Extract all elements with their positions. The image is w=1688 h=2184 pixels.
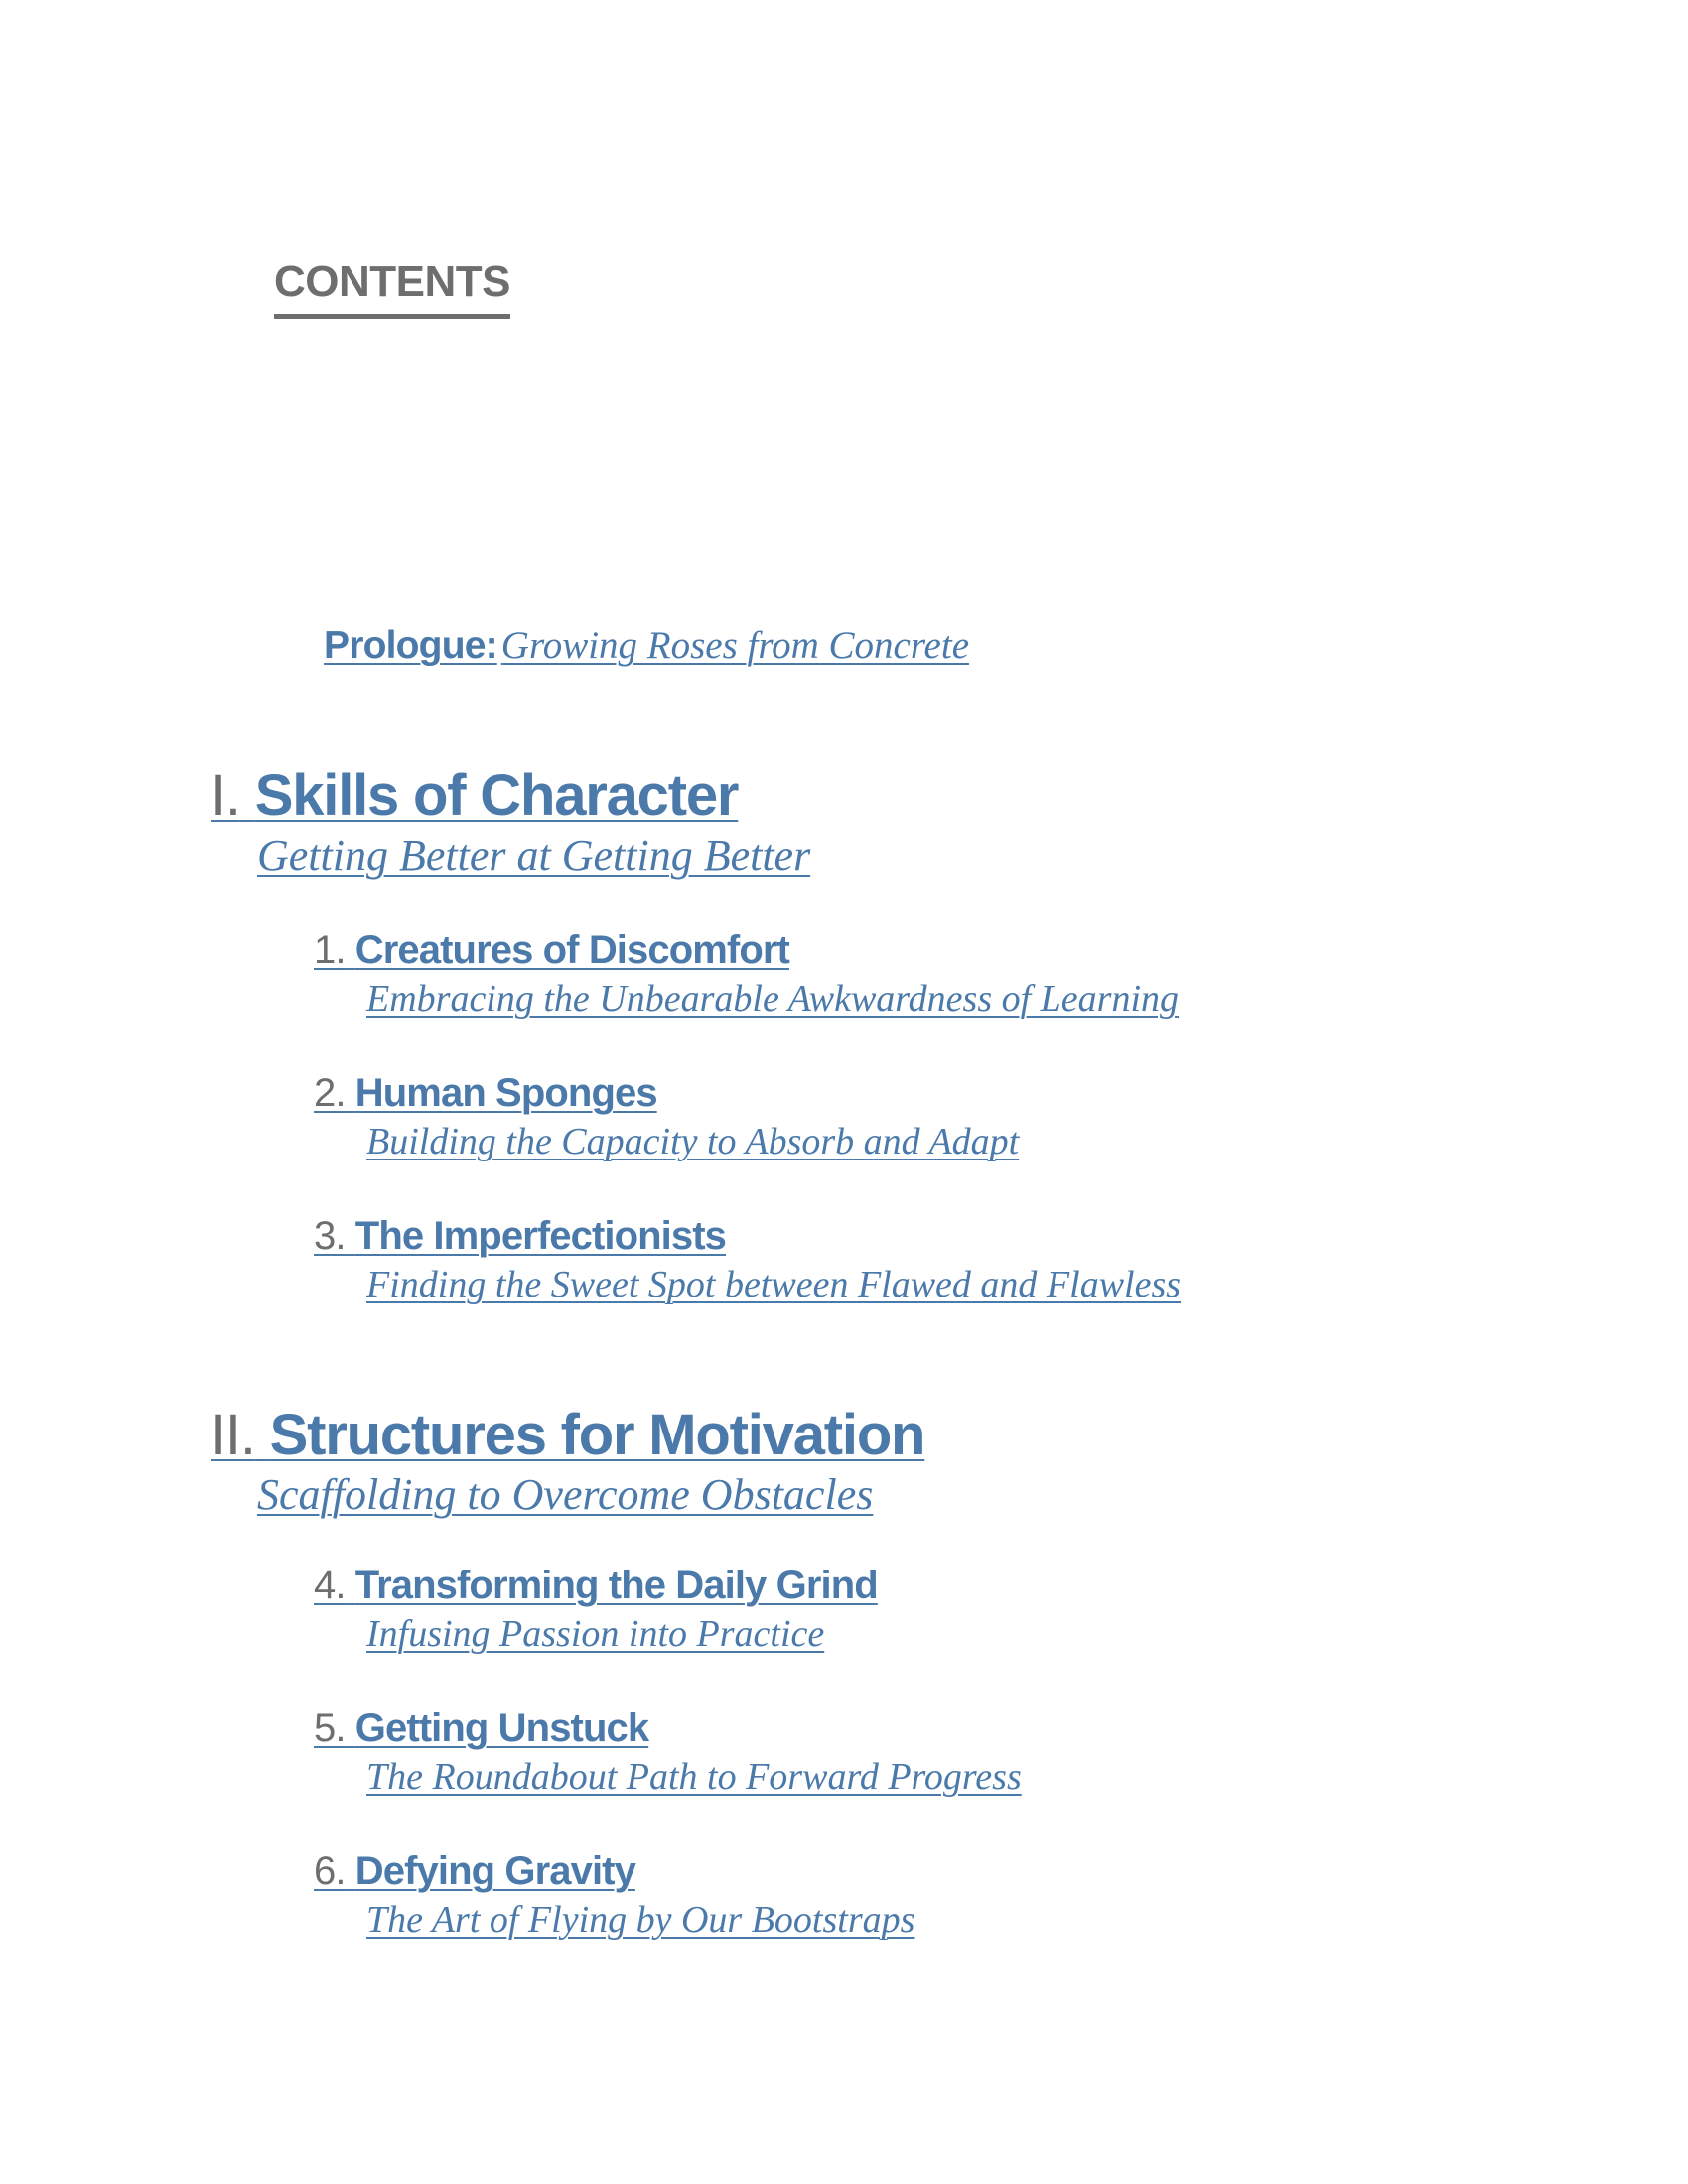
chapter-3-entry[interactable] xyxy=(314,1213,1181,1306)
chapter-5-subtitle-link[interactable]: The Roundabout Path to Forward Progress xyxy=(366,1756,1022,1798)
chapter-6-number: 6. xyxy=(314,1849,346,1893)
chapter-2-title: Human Sponges xyxy=(354,1071,657,1115)
chapter-6-title: Defying Gravity xyxy=(354,1849,635,1893)
chapter-4-subtitle-link[interactable]: Infusing Passion into Practice xyxy=(366,1613,825,1655)
chapter-3-subtitle-link[interactable]: Finding the Sweet Spot between Flawed and Flawless xyxy=(366,1264,1182,1305)
chapter-5-entry[interactable] xyxy=(314,1706,1022,1799)
prologue-label-link[interactable]: Prologue: xyxy=(324,624,497,667)
chapter-4-title: Transforming the Daily Grind xyxy=(354,1564,878,1607)
chapter-3-number: 3. xyxy=(314,1214,346,1258)
part-1-title-link[interactable] xyxy=(211,764,810,828)
chapter-2-title-link[interactable] xyxy=(314,1070,1019,1116)
part-1-title: Skills of Character xyxy=(254,763,739,828)
chapter-4-title-link[interactable] xyxy=(314,1563,878,1608)
chapter-1-title: Creatures of Discomfort xyxy=(354,928,789,972)
part-2-entry[interactable] xyxy=(211,1404,924,1519)
part-2-subtitle-link[interactable]: Scaffolding to Overcome Obstacles xyxy=(257,1469,874,1519)
chapter-1-title-link[interactable] xyxy=(314,927,1179,973)
part-2-title: Structures for Motivation xyxy=(269,1403,925,1467)
chapter-2-number: 2. xyxy=(314,1071,346,1115)
part-1-number: I. xyxy=(211,763,240,828)
chapter-6-entry[interactable] xyxy=(314,1848,914,1942)
chapter-5-title: Getting Unstuck xyxy=(354,1706,649,1750)
chapter-2-subtitle-link[interactable]: Building the Capacity to Absorb and Adapt xyxy=(366,1121,1020,1162)
chapter-2-entry[interactable] xyxy=(314,1070,1019,1163)
chapter-4-number: 4. xyxy=(314,1564,346,1607)
part-2-title-link[interactable] xyxy=(211,1404,924,1467)
chapter-5-number: 5. xyxy=(314,1706,346,1750)
page-title: CONTENTS xyxy=(274,260,510,319)
chapter-5-title-link[interactable] xyxy=(314,1706,1022,1751)
chapter-6-title-link[interactable] xyxy=(314,1848,914,1894)
prologue-subtitle-link[interactable]: Growing Roses from Concrete xyxy=(500,624,970,667)
chapter-1-number: 1. xyxy=(314,928,346,972)
chapter-3-title-link[interactable] xyxy=(314,1213,1181,1259)
part-1-subtitle-link[interactable]: Getting Better at Getting Better xyxy=(257,830,811,880)
part-1-entry[interactable] xyxy=(211,764,810,880)
chapter-6-subtitle-link[interactable]: The Art of Flying by Our Bootstraps xyxy=(366,1899,915,1941)
chapter-1-subtitle-link[interactable]: Embracing the Unbearable Awkwardness of Learning xyxy=(366,978,1180,1020)
chapter-3-title: The Imperfectionists xyxy=(354,1214,726,1258)
chapter-4-entry[interactable] xyxy=(314,1563,878,1656)
part-2-number: II. xyxy=(211,1403,255,1467)
prologue-entry[interactable] xyxy=(324,623,969,670)
chapter-1-entry[interactable] xyxy=(314,927,1179,1021)
